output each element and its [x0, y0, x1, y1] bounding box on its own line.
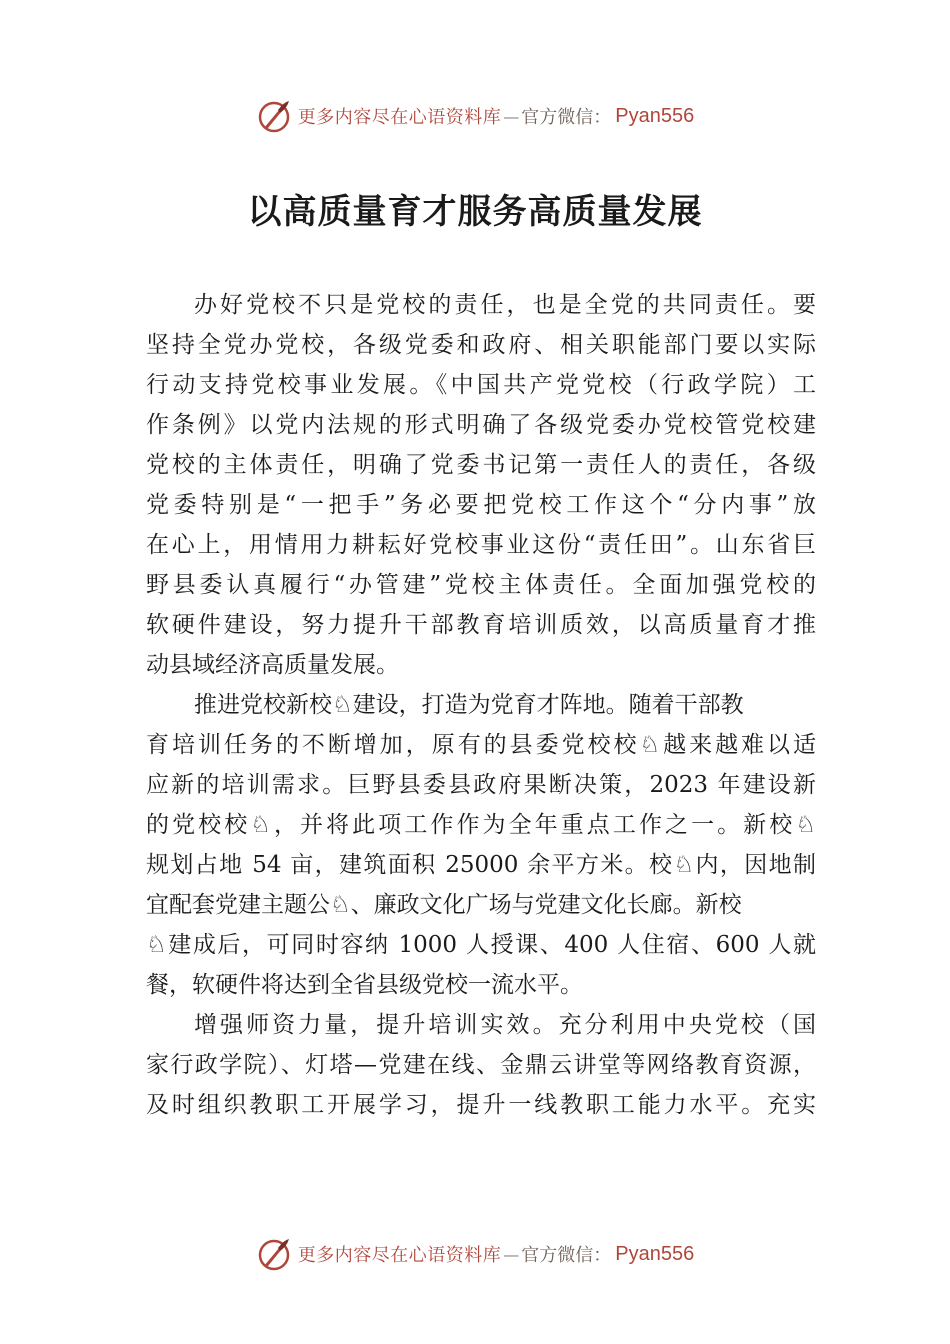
banner-wechat-id: Pyan556 [615, 1242, 695, 1265]
body-line: 办好党校不只是党校的责任，也是全党的共同责任。要 [194, 292, 816, 318]
body-line: 宜配套党建主题公♘、廉政文化广场与党建文化长廊。新校 [146, 892, 742, 918]
footer-banner [0, 1234, 950, 1274]
body-line: ♘建成后，可同时容纳 1000 人授课、400 人住宿、600 人就 [146, 932, 816, 958]
body-line: 动县域经济高质量发展。 [146, 652, 399, 678]
header-banner [0, 96, 950, 136]
document-body [146, 285, 816, 1125]
quill-pen-circle-logo-icon [256, 98, 292, 134]
body-line: 党委特别是“一把手”务必要把党校工作这个“分内事”放 [146, 492, 816, 518]
body-line: 规划占地 54 亩，建筑面积 25000 余平方米。校♘内，因地制 [146, 852, 816, 878]
body-line: 野县委认真履行“办管建”党校主体责任。全面加强党校的 [146, 572, 816, 598]
banner-wechat-label: 官方微信： [521, 107, 612, 128]
body-line: 应新的培训需求。巨野县委县政府果断决策，2023 年建设新 [146, 772, 816, 798]
body-line: 增强师资力量，提升培训实效。充分利用中央党校（国 [194, 1012, 816, 1038]
body-line: 家行政学院）、灯塔—党建在线、金鼎云讲堂等网络教育资源， [146, 1052, 816, 1078]
body-line: 在心上，用情用力耕耘好党校事业这份“责任田”。山东省巨 [146, 532, 816, 558]
banner-main-text: 更多内容尽在心语资料库 [297, 107, 502, 128]
banner-dash: — [503, 1244, 520, 1264]
body-line: 及时组织教职工开展学习，提升一线教职工能力水平。充实 [146, 1092, 816, 1118]
body-line: 作条例》以党内法规的形式明确了各级党委办党校管党校建 [146, 412, 816, 438]
body-line: 推进党校新校♘建设，打造为党育才阵地。随着干部教 [194, 692, 744, 718]
body-line: 党校的主体责任，明确了党委书记第一责任人的责任，各级 [146, 452, 816, 478]
body-line: 的党校校♘，并将此项工作作为全年重点工作之一。新校♘ [146, 812, 816, 838]
banner-dash: — [503, 106, 520, 126]
banner-main-text: 更多内容尽在心语资料库 [297, 1245, 502, 1266]
banner-wechat-label: 官方微信： [521, 1245, 612, 1266]
body-line: 育培训任务的不断增加，原有的县委党校校♘越来越难以适 [146, 732, 816, 758]
body-line: 行动支持党校事业发展。《中国共产党党校（行政学院）工 [146, 372, 816, 398]
document-title: 以高质量育才服务高质量发展 [247, 192, 703, 232]
quill-pen-circle-logo-icon [256, 1236, 292, 1272]
body-line: 坚持全党办党校，各级党委和政府、相关职能部门要以实际 [146, 332, 816, 358]
banner-wechat-id: Pyan556 [615, 104, 695, 127]
body-line: 餐，软硬件将达到全省县级党校一流水平。 [146, 972, 583, 998]
body-line: 软硬件建设，努力提升干部教育培训质效，以高质量育才推 [146, 612, 816, 638]
